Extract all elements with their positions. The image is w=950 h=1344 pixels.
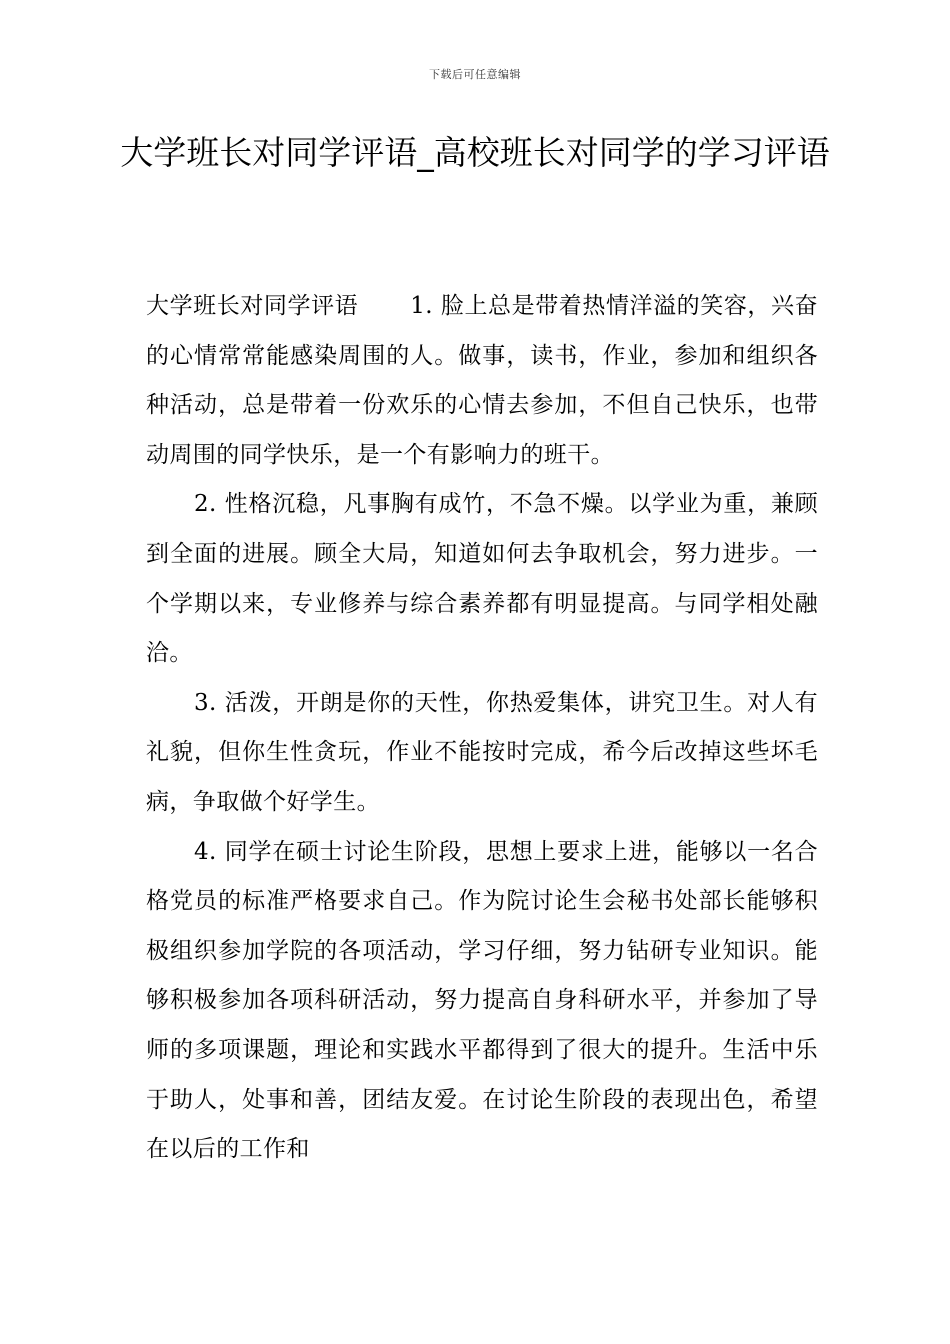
paragraph-3: 3. 活泼，开朗是你的天性，你热爱集体，讲究卫生。对人有礼貌，但你生性贪玩，作业不能按时完成，希今后改掉这些坏毛病，争取做个好学生。: [146, 689, 818, 815]
paragraph-1: [146, 282, 818, 480]
paragraph-2: 2. 性格沉稳，凡事胸有成竹，不急不燥。以学业为重，兼顾到全面的进展。顾全大局，知道如何去争取机会，努力进步。一个学期以来，专业修养与综合素养都有明显提高。与同学相处融洽。: [146, 491, 818, 667]
document-body: [146, 282, 818, 1175]
header-note: 下载后可任意编辑: [429, 68, 521, 81]
lead-label: 大学班长对同学评语: [146, 293, 359, 319]
paragraph-text: 1. 脸上总是带着热情洋溢的笑容，兴奋的心情常常能感染周围的人。做事，读书，作业，参加和组织各种活动，总是带着一份欢乐的心情去参加，不但自己快乐，也带动周围的同学快乐，是一个有影响力的班干。: [146, 293, 818, 468]
document-title: 大学班长对同学评语_高校班长对同学的学习评语: [120, 133, 830, 172]
paragraph-4: 4. 同学在硕士讨论生阶段，思想上要求上进，能够以一名合格党员的标准严格要求自己。作为院讨论生会秘书处部长能够积极组织参加学院的各项活动，学习仔细，努力钻研专业知识。能够积极参加各项科研活动，努力提高自身科研水平，并参加了导师的多项课题，理论和实践水平都得到了很大的提升。生活中乐于助人，处事和善，团结友爱。在讨论生阶段的表现出色，希望在以后的工作和: [146, 838, 818, 1163]
